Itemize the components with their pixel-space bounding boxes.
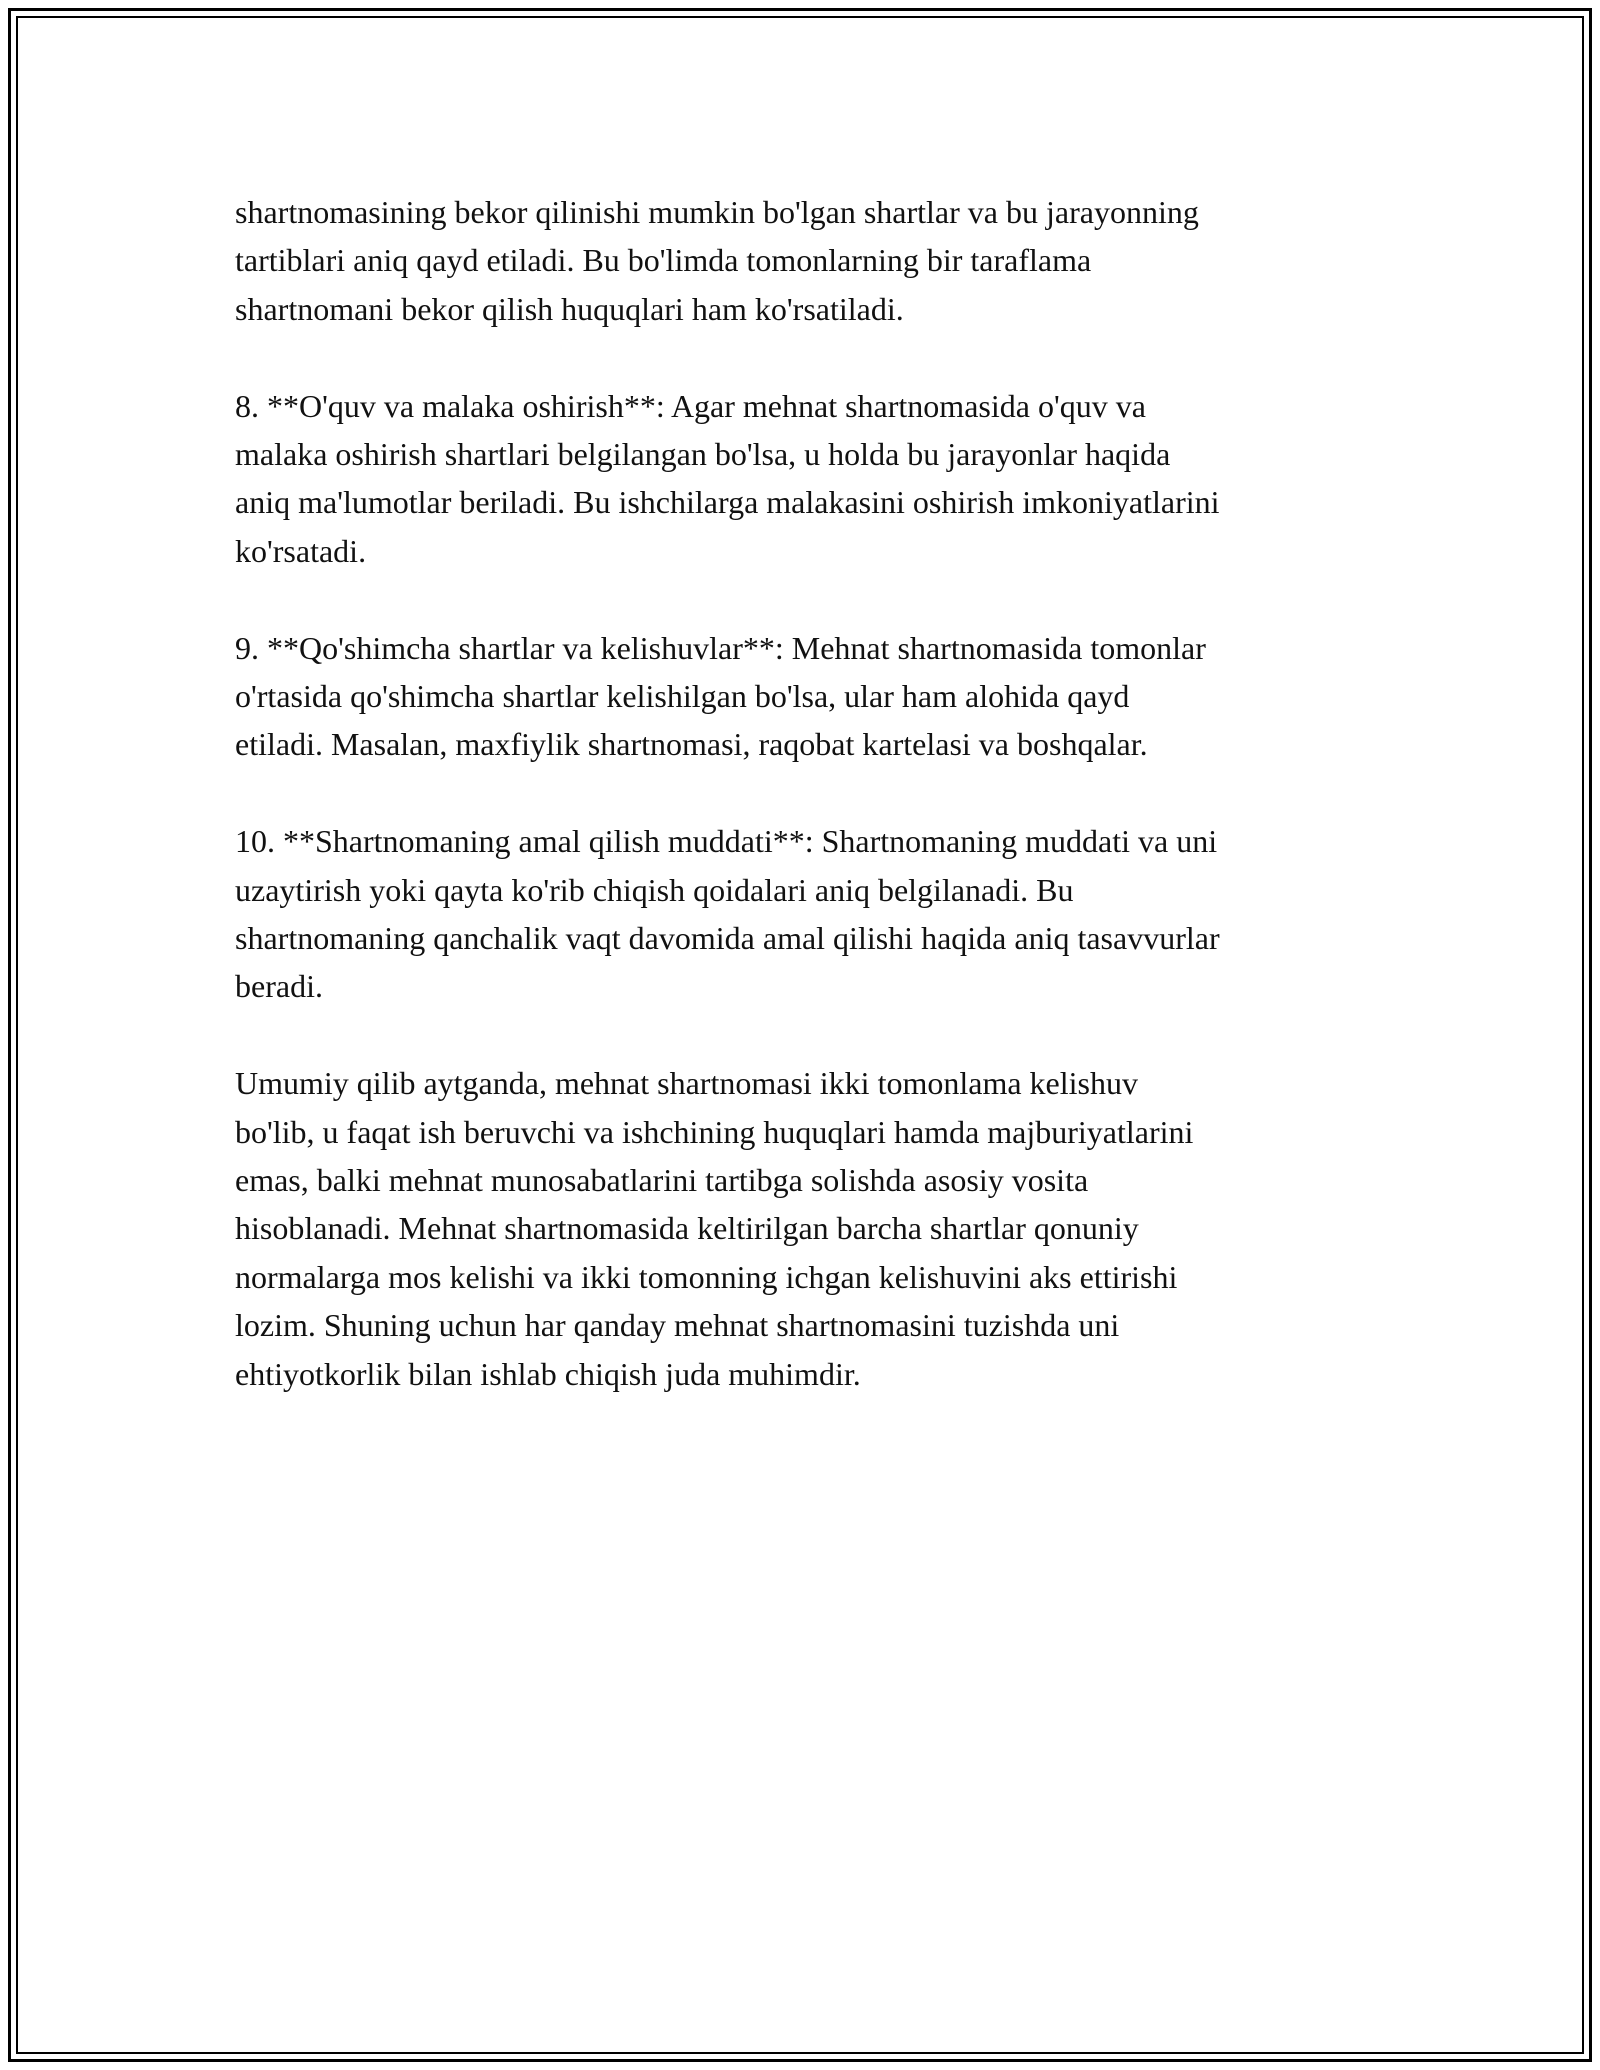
text-line: malaka oshirish shartlari belgilangan bo'lsa, u holda bu jarayonlar haqida [235,436,1171,473]
text-line: beradi. [235,968,323,1005]
text-line: 10. **Shartnomaning amal qilish muddati**: Shartnomaning muddati va uni [235,823,1218,860]
text-line: lozim. Shuning uchun har qanday mehnat shartnomasini tuzishda uni [235,1307,1120,1344]
text-line: ehtiyotkorlik bilan ishlab chiqish juda muhimdir. [235,1355,861,1392]
text-line: ko'rsatadi. [235,532,367,569]
text-line: 8. **O'quv va malaka oshirish**: Agar mehnat shartnomasida o'quv va [235,387,1146,424]
paragraph-continuation [235,188,1385,333]
text-line: tartiblari aniq qayd etiladi. Bu bo'limda tomonlarning bir taraflama [235,242,1092,279]
text-line: o'rtasida qo'shimcha shartlar kelishilgan bo'lsa, ular ham alohida qayd [235,678,1130,715]
text-line: shartnomani bekor qilish huquqlari ham ko'rsatiladi. [235,290,904,327]
text-line: shartnomasining bekor qilinishi mumkin bo'lgan shartlar va bu jarayonning [235,194,1199,230]
text-line: Umumiy qilib aytganda, mehnat shartnomasi ikki tomonlama kelishuv [235,1065,1138,1102]
paragraph-item-9 [235,624,1385,769]
text-line: aniq ma'lumotlar beriladi. Bu ishchilarga malakasini oshirish imkoniyatlarini [235,484,1220,521]
document-body [235,188,1385,1446]
text-line: shartnomaning qanchalik vaqt davomida amal qilishi haqida aniq tasavvurlar [235,920,1220,957]
paragraph-item-10 [235,817,1385,1011]
text-line: uzaytirish yoki qayta ko'rib chiqish qoidalari aniq belgilanadi. Bu [235,871,1074,908]
text-line: bo'lib, u faqat ish beruvchi va ishchining huquqlari hamda majburiyatlarini [235,1113,1194,1150]
text-line: normalarga mos kelishi va ikki tomonning ichgan kelishuvini aks ettirishi [235,1258,1178,1295]
text-line: 9. **Qo'shimcha shartlar va kelishuvlar**: Mehnat shartnomasida tomonlar [235,629,1206,666]
text-line: hisoblanadi. Mehnat shartnomasida keltirilgan barcha shartlar qonuniy [235,1210,1139,1247]
paragraph-item-8 [235,382,1385,576]
text-line: emas, balki mehnat munosabatlarini tartibga solishda asosiy vosita [235,1162,1089,1199]
paragraph-conclusion [235,1059,1385,1398]
text-line: etiladi. Masalan, maxfiylik shartnomasi, raqobat kartelasi va boshqalar. [235,726,1148,763]
